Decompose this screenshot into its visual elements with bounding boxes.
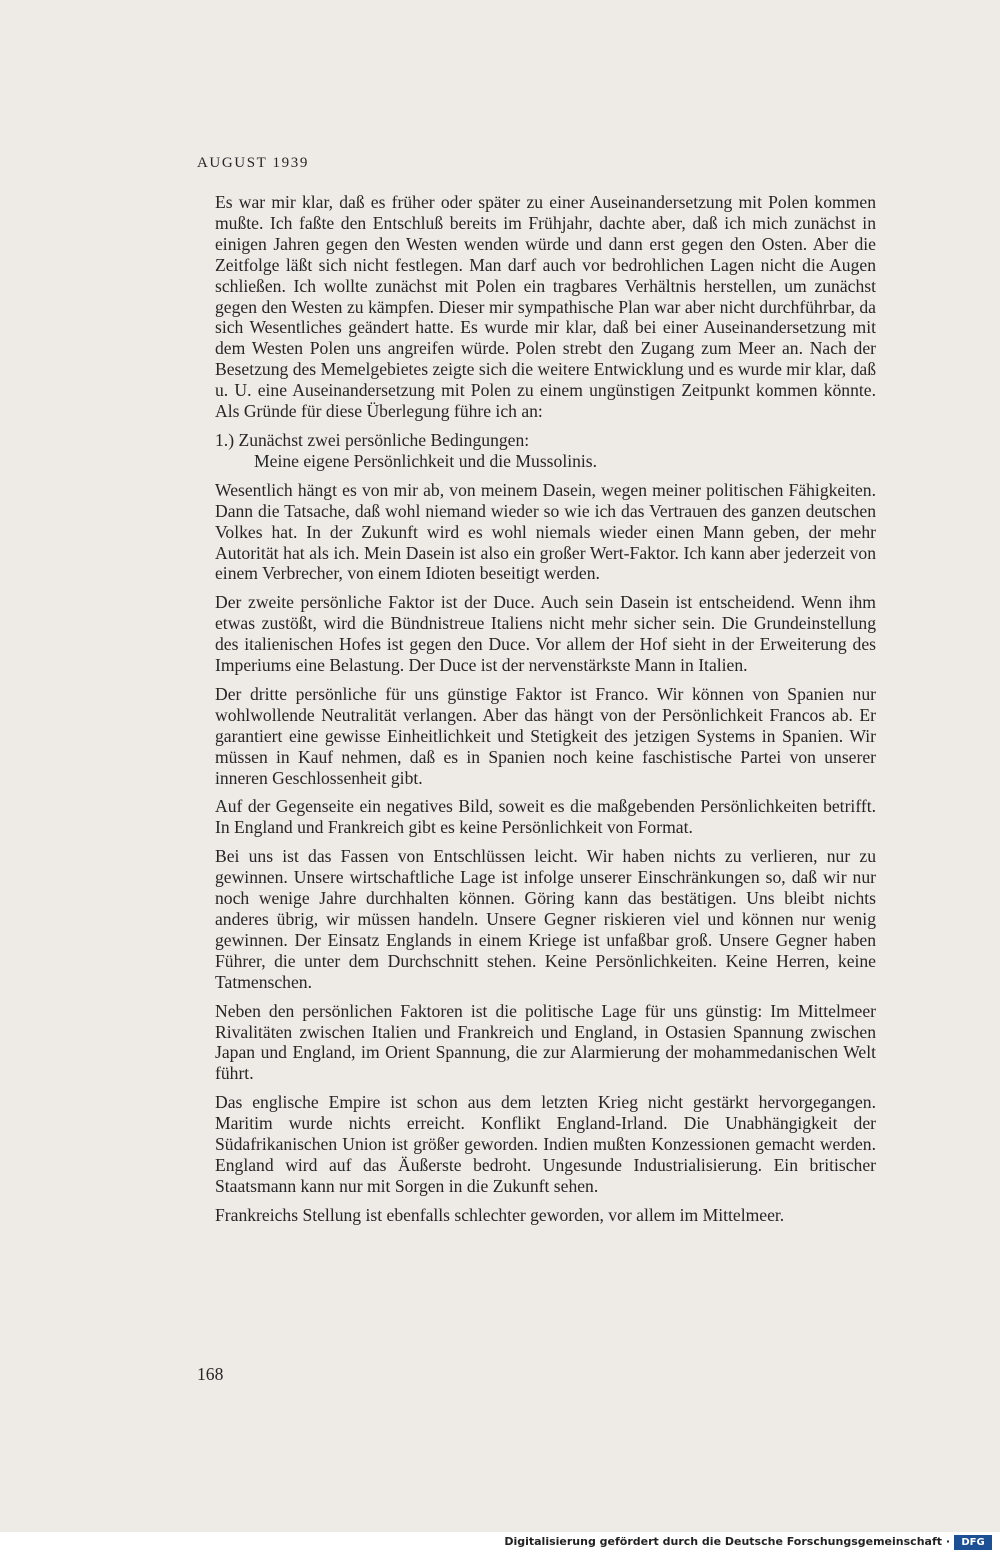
paragraph-opponents: Auf der Gegenseite ein negatives Bild, soweit es die maßgebenden Persönlichkeiten betrifft. In England und Frankreich gibt es keine Persönlichkeit von Format. bbox=[215, 796, 876, 838]
dfg-logo-icon: DFG bbox=[954, 1535, 992, 1550]
list-item-heading: 1.) Zunächst zwei persönliche Bedingungen: bbox=[215, 429, 530, 450]
paragraph-political-situation: Neben den persönlichen Faktoren ist die politische Lage für uns günstig: Im Mittelmeer Rivalitäten zwischen Italien und Frankreich und England, in Ostasien Spannung zwischen Japan und England, im Orient Spannung, die zur Alarmierung der mohammedanischen Welt führt. bbox=[215, 1000, 876, 1084]
list-item-conditions bbox=[215, 430, 876, 472]
page-number: 168 bbox=[197, 1364, 224, 1384]
footer-bar bbox=[0, 1532, 1000, 1554]
paragraph-duce: Der zweite persönliche Faktor ist der Duce. Auch sein Dasein ist entscheidend. Wenn ihm etwas zustößt, wird die Bündnistreue Italiens nicht mehr sicher sein. Die Grundeinstellung des italienischen Hofes ist gegen den Duce. Vor allem der Hof sieht in der Erweiterung des Imperiums eine Belastung. Der Duce ist der nervenstärkste Mann in Italien. bbox=[215, 592, 876, 676]
body-text bbox=[215, 192, 876, 1234]
paragraph-british-empire: Das englische Empire ist schon aus dem letzten Krieg nicht gestärkt hervorgegangen. Maritim wurde nichts erreicht. Konflikt England-Irland. Die Unabhängigkeit der Südafrikanischen Union ist größer geworden. Indien mußten Konzessionen gemacht werden. England wird auf das Äußerste bedroht. Ungesunde Industrialisierung. Ein britischer Staatsmann kann nur mit Sorgen in die Zukunft sehen. bbox=[215, 1092, 876, 1196]
paragraph-own-personality: Wesentlich hängt es von mir ab, von meinem Dasein, wegen meiner politischen Fähigkeiten. Dann die Tatsache, daß wohl niemand wieder so wie ich das Vertrauen des ganzen deutschen Volkes hat. In der Zukunft wird es wohl niemals wieder einen Mann geben, der mehr Autorität hat als ich. Mein Dasein ist also ein großer Wert-Faktor. Ich kann aber jederzeit von einem Verbrecher, von einem Idioten beseitigt werden. bbox=[215, 479, 876, 584]
paragraph-decisions: Bei uns ist das Fassen von Entschlüssen leicht. Wir haben nichts zu verlieren, nur zu gewinnen. Unsere wirtschaftliche Lage ist infolge unserer Einschränkungen so, daß wir nur noch wenige Jahre durchhalten können. Göring kann das bestätigen. Uns bleibt nichts anderes übrig, wir müssen handeln. Unsere Gegner riskieren viel und können nur wenig gewinnen. Der Einsatz Englands in einem Kriege ist unfaßbar groß. Unsere Gegner haben Führer, die unter dem Durchschnitt stehen. Keine Persönlichkeiten. Keine Herren, keine Tatmenschen. bbox=[215, 846, 876, 992]
paragraph-france: Frankreichs Stellung ist ebenfalls schlechter geworden, vor allem im Mittelmeer. bbox=[215, 1204, 785, 1225]
footer-credit: Digitalisierung gefördert durch die Deutsche Forschungsgemeinschaft · bbox=[504, 1535, 950, 1548]
paragraph-franco: Der dritte persönliche für uns günstige Faktor ist Franco. Wir können von Spanien nur wohlwollende Neutralität verlangen. Aber das hängt von der Persönlichkeit Francos ab. Er garantiert eine gewisse Einheitlichkeit und Stetigkeit des jetzigen Systems in Spanien. Wir müssen in Kauf nehmen, daß es in Spanien noch keine faschistische Partei von unserer inneren Geschlossenheit gibt. bbox=[215, 683, 876, 788]
running-head: AUGUST 1939 bbox=[197, 155, 309, 171]
paragraph-intro: Es war mir klar, daß es früher oder später zu einer Auseinandersetzung mit Polen kommen mußte. Ich faßte den Entschluß bereits im Frühjahr, dachte aber, daß ich mich zunächst in einigen Jahren gegen den Westen wenden würde und dann erst gegen den Osten. Aber die Zeitfolge läßt sich nicht festlegen. Man darf auch vor bedrohlichen Lagen nicht die Augen schließen. Ich wollte zunächst mit Polen ein tragbares Verhältnis herstellen, um zunächst gegen den Westen zu kämpfen. Dieser mir sympathische Plan war aber nicht durchführbar, da sich Wesentliches geändert hatte. Es wurde mir klar, daß bei einer Auseinandersetzung mit dem Westen Polen uns angreifen würde. Polen strebt den Zugang zum Meer an. Nach der Besetzung des Memelgebietes zeigte sich die weitere Entwicklung und es wurde mir klar, daß u. U. eine Auseinandersetzung mit Polen zu einem ungünstigen Zeitpunkt kommen könnte. Als Gründe für diese Überlegung führe ich an: bbox=[215, 192, 876, 422]
list-item-detail: Meine eigene Persönlichkeit und die Mussolinis. bbox=[254, 450, 598, 471]
